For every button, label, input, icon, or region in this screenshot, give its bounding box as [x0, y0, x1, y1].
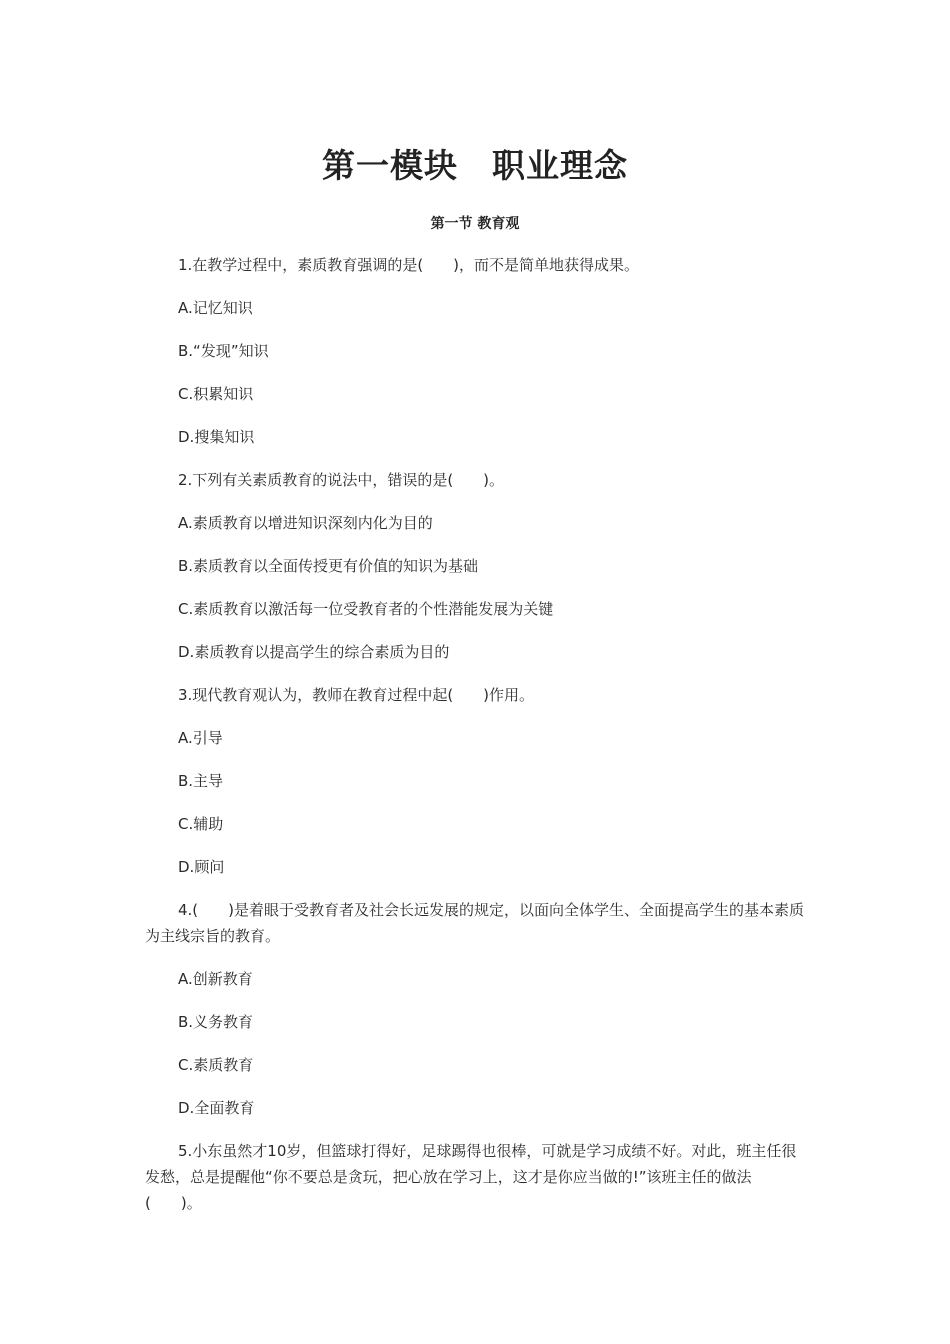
question-stem: 4.( )是着眼于受教育者及社会长远发展的规定，以面向全体学生、全面提高学生的基本素质为主线宗旨的教育。	[145, 901, 805, 945]
question-stem: 1.在教学过程中，素质教育强调的是( )，而不是简单地获得成果。	[178, 256, 640, 274]
option-a: A.创新教育	[178, 970, 253, 988]
document-title: 第一模块 职业理念	[322, 146, 628, 185]
section-title: 第一节 教育观	[430, 216, 520, 232]
option-c: C.素质教育	[178, 1056, 254, 1074]
option-b: B.素质教育以全面传授更有价值的知识为基础	[178, 557, 479, 575]
option-a: A.记忆知识	[178, 299, 253, 317]
question-list	[145, 252, 805, 1233]
option-c: C.辅助	[178, 815, 224, 833]
option-d: D.素质教育以提高学生的综合素质为目的	[178, 643, 450, 661]
option-a: A.素质教育以增进知识深刻内化为目的	[178, 514, 433, 532]
question-stem: 5.小东虽然才10岁，但篮球打得好，足球踢得也很棒，可就是学习成绩不好。对此，班主任很发愁，总是提醒他“你不要总是贪玩，把心放在学习上，这才是你应当做的!”该班主任的做法( )。	[145, 1142, 797, 1212]
option-a: A.引导	[178, 729, 223, 747]
option-c: C.积累知识	[178, 385, 254, 403]
option-c: C.素质教育以激活每一位受教育者的个性潜能发展为关键	[178, 600, 554, 618]
question-stem: 3.现代教育观认为，教师在教育过程中起( )作用。	[178, 686, 535, 704]
option-d: D.顾问	[178, 858, 225, 876]
question-stem: 2.下列有关素质教育的说法中，错误的是( )。	[178, 471, 505, 489]
option-b: B.义务教育	[178, 1013, 254, 1031]
option-d: D.搜集知识	[178, 428, 255, 446]
option-b: B.主导	[178, 772, 224, 790]
option-b: B.“发现”知识	[178, 342, 269, 360]
option-d: D.全面教育	[178, 1099, 255, 1117]
